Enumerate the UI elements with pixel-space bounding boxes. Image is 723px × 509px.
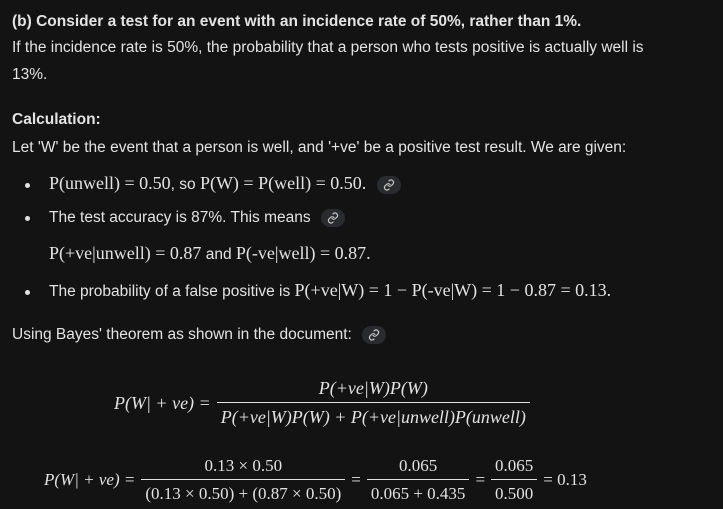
source-link-button[interactable] xyxy=(321,209,345,227)
source-link-button[interactable] xyxy=(362,326,386,344)
false-positive-math: P(+ve|W) = 1 − P(-ve|W) = 1 − 0.87 = 0.13 xyxy=(294,280,607,300)
bullet-dot xyxy=(25,183,30,188)
bullet-3 xyxy=(49,280,611,301)
fraction-3-numerator: 0.065 xyxy=(495,456,534,475)
link-icon xyxy=(327,212,339,224)
answer-line-1: If the incidence rate is 50%, the probability that a person who tests positive is actually well is xyxy=(12,39,644,56)
bullet-dot xyxy=(25,290,30,295)
p-well-math: P(W) = P(well) = 0.50 xyxy=(199,173,362,193)
computation-fraction-2 xyxy=(367,456,470,504)
bullet-2-end: . xyxy=(366,243,371,263)
bullet-1-mid: , so xyxy=(170,176,200,193)
formula-denominator: P(+ve|W)P(W) + P(+ve|unwell)P(unwell) xyxy=(217,402,530,428)
bullet-2-text: The test accuracy is 87%. This means xyxy=(49,209,311,227)
computation-fraction-3 xyxy=(491,456,537,504)
formula-lhs: P(W| + ve) = xyxy=(114,392,211,413)
bullet-3-end: . xyxy=(606,280,612,300)
bullet-1-end: . xyxy=(361,173,367,193)
bullet-2-math-line xyxy=(49,243,371,264)
bayes-text: Using Bayes' theorem as shown in the document: xyxy=(12,326,352,344)
formula-numerator: P(+ve|W)P(W) xyxy=(318,378,428,398)
link-icon xyxy=(368,329,380,341)
bullet-1 xyxy=(49,173,401,194)
fraction-3-denominator: 0.500 xyxy=(491,479,537,504)
equals-sign-1: = xyxy=(351,470,361,489)
bullet-2-and: and xyxy=(201,246,236,263)
computation-fraction-1 xyxy=(141,456,345,504)
source-link-button[interactable] xyxy=(377,176,401,194)
fraction-1-numerator: 0.13 × 0.50 xyxy=(204,456,283,475)
equals-sign-2: = xyxy=(475,470,486,489)
calculation-heading: Calculation: xyxy=(12,111,101,128)
bayes-intro xyxy=(12,326,386,344)
p-negative-well-math: P(-ve|well) = 0.87 xyxy=(235,243,367,263)
computation-result: = 0.13 xyxy=(543,470,587,489)
bayes-formula xyxy=(114,378,530,428)
fraction-2-denominator: 0.065 + 0.435 xyxy=(367,479,470,504)
formula-fraction xyxy=(217,378,530,428)
p-unwell-math: P(unwell) = 0.50 xyxy=(49,173,171,193)
bullet-3-text: The probability of a false positive is xyxy=(49,283,295,300)
bullet-dot xyxy=(25,216,30,221)
computation-lhs: P(W| + ve) = xyxy=(44,470,136,489)
bullet-2-text-line xyxy=(49,209,345,227)
p-positive-unwell-math: P(+ve|unwell) = 0.87 xyxy=(49,243,202,263)
part-b-heading: (b) Consider a test for an event with an incidence rate of 50%, rather than 1%. xyxy=(12,13,582,30)
answer-line-2: 13%. xyxy=(12,66,48,83)
calculation-intro: Let 'W' be the event that a person is well, and '+ve' be a positive test result. We are given: xyxy=(12,139,627,156)
fraction-1-denominator: (0.13 × 0.50) + (0.87 × 0.50) xyxy=(141,479,345,504)
fraction-2-numerator: 0.065 xyxy=(399,456,438,475)
bayes-computation xyxy=(44,456,587,504)
link-icon xyxy=(383,179,395,191)
